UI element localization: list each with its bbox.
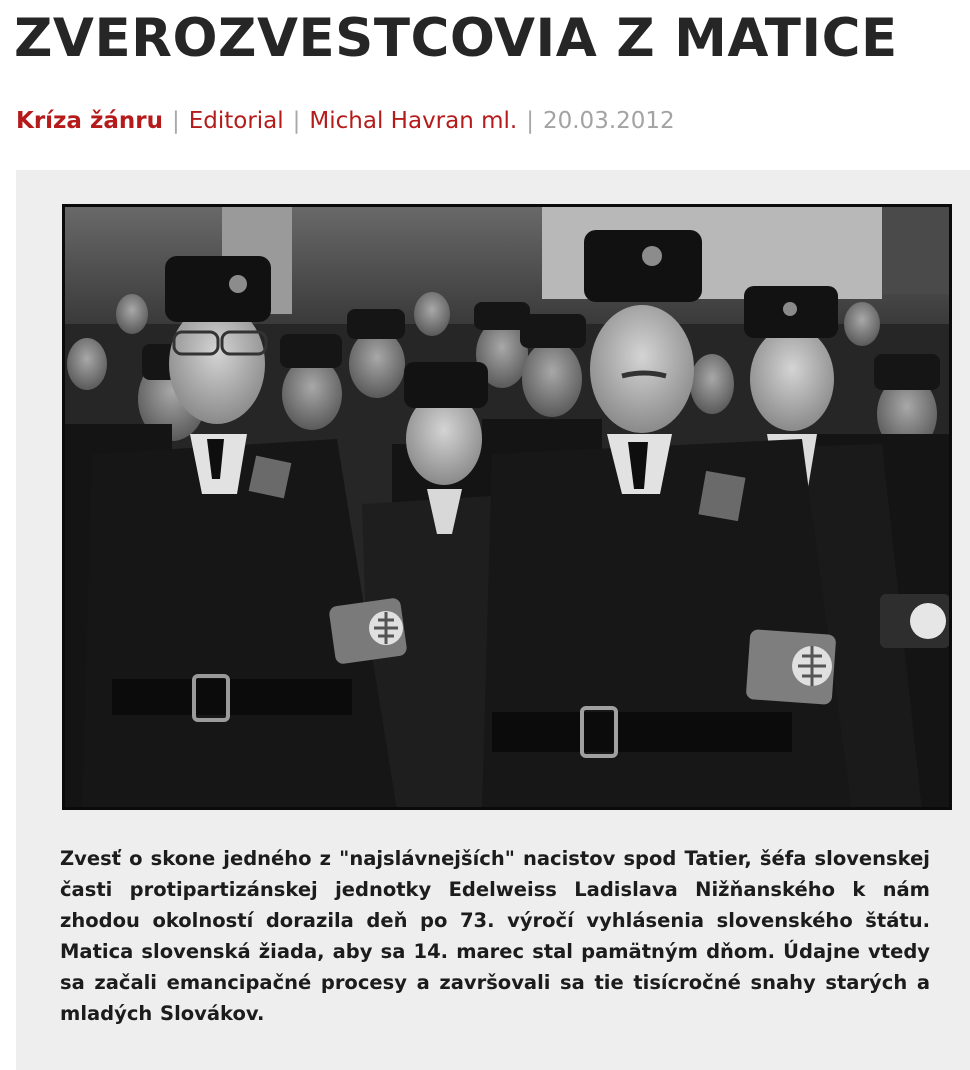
article-title: ZVEROZVESTCOVIA Z MATICE <box>14 8 898 69</box>
section-link[interactable]: Editorial <box>188 108 284 134</box>
category-link[interactable]: Kríza žánru <box>16 108 163 134</box>
meta-separator: | <box>292 108 301 134</box>
meta-separator: | <box>171 108 180 134</box>
meta-separator: | <box>526 108 534 134</box>
article-photo <box>62 204 952 810</box>
photo-illustration <box>62 204 952 810</box>
article-meta <box>16 108 675 134</box>
article-lede: Zvesť o skone jedného z "najslávnejších" nacistov spod Tatier, šéfa slovenskej časti protipartizánskej jednotky Edelweiss Ladislava Nižňanského k nám zhodou okolností dorazila deň po 73. výročí vyhlásenia slovenského štátu. Matica slovenská žiada, aby sa 14. marec stal pamätným dňom. Údajne vtedy sa začali emancipačné procesy a završovali sa tie tisícročné snahy starých a mladých Slovákov. <box>60 847 930 1025</box>
publish-date: 20.03.2012 <box>542 108 675 134</box>
author-link[interactable]: Michal Havran ml. <box>309 108 518 134</box>
